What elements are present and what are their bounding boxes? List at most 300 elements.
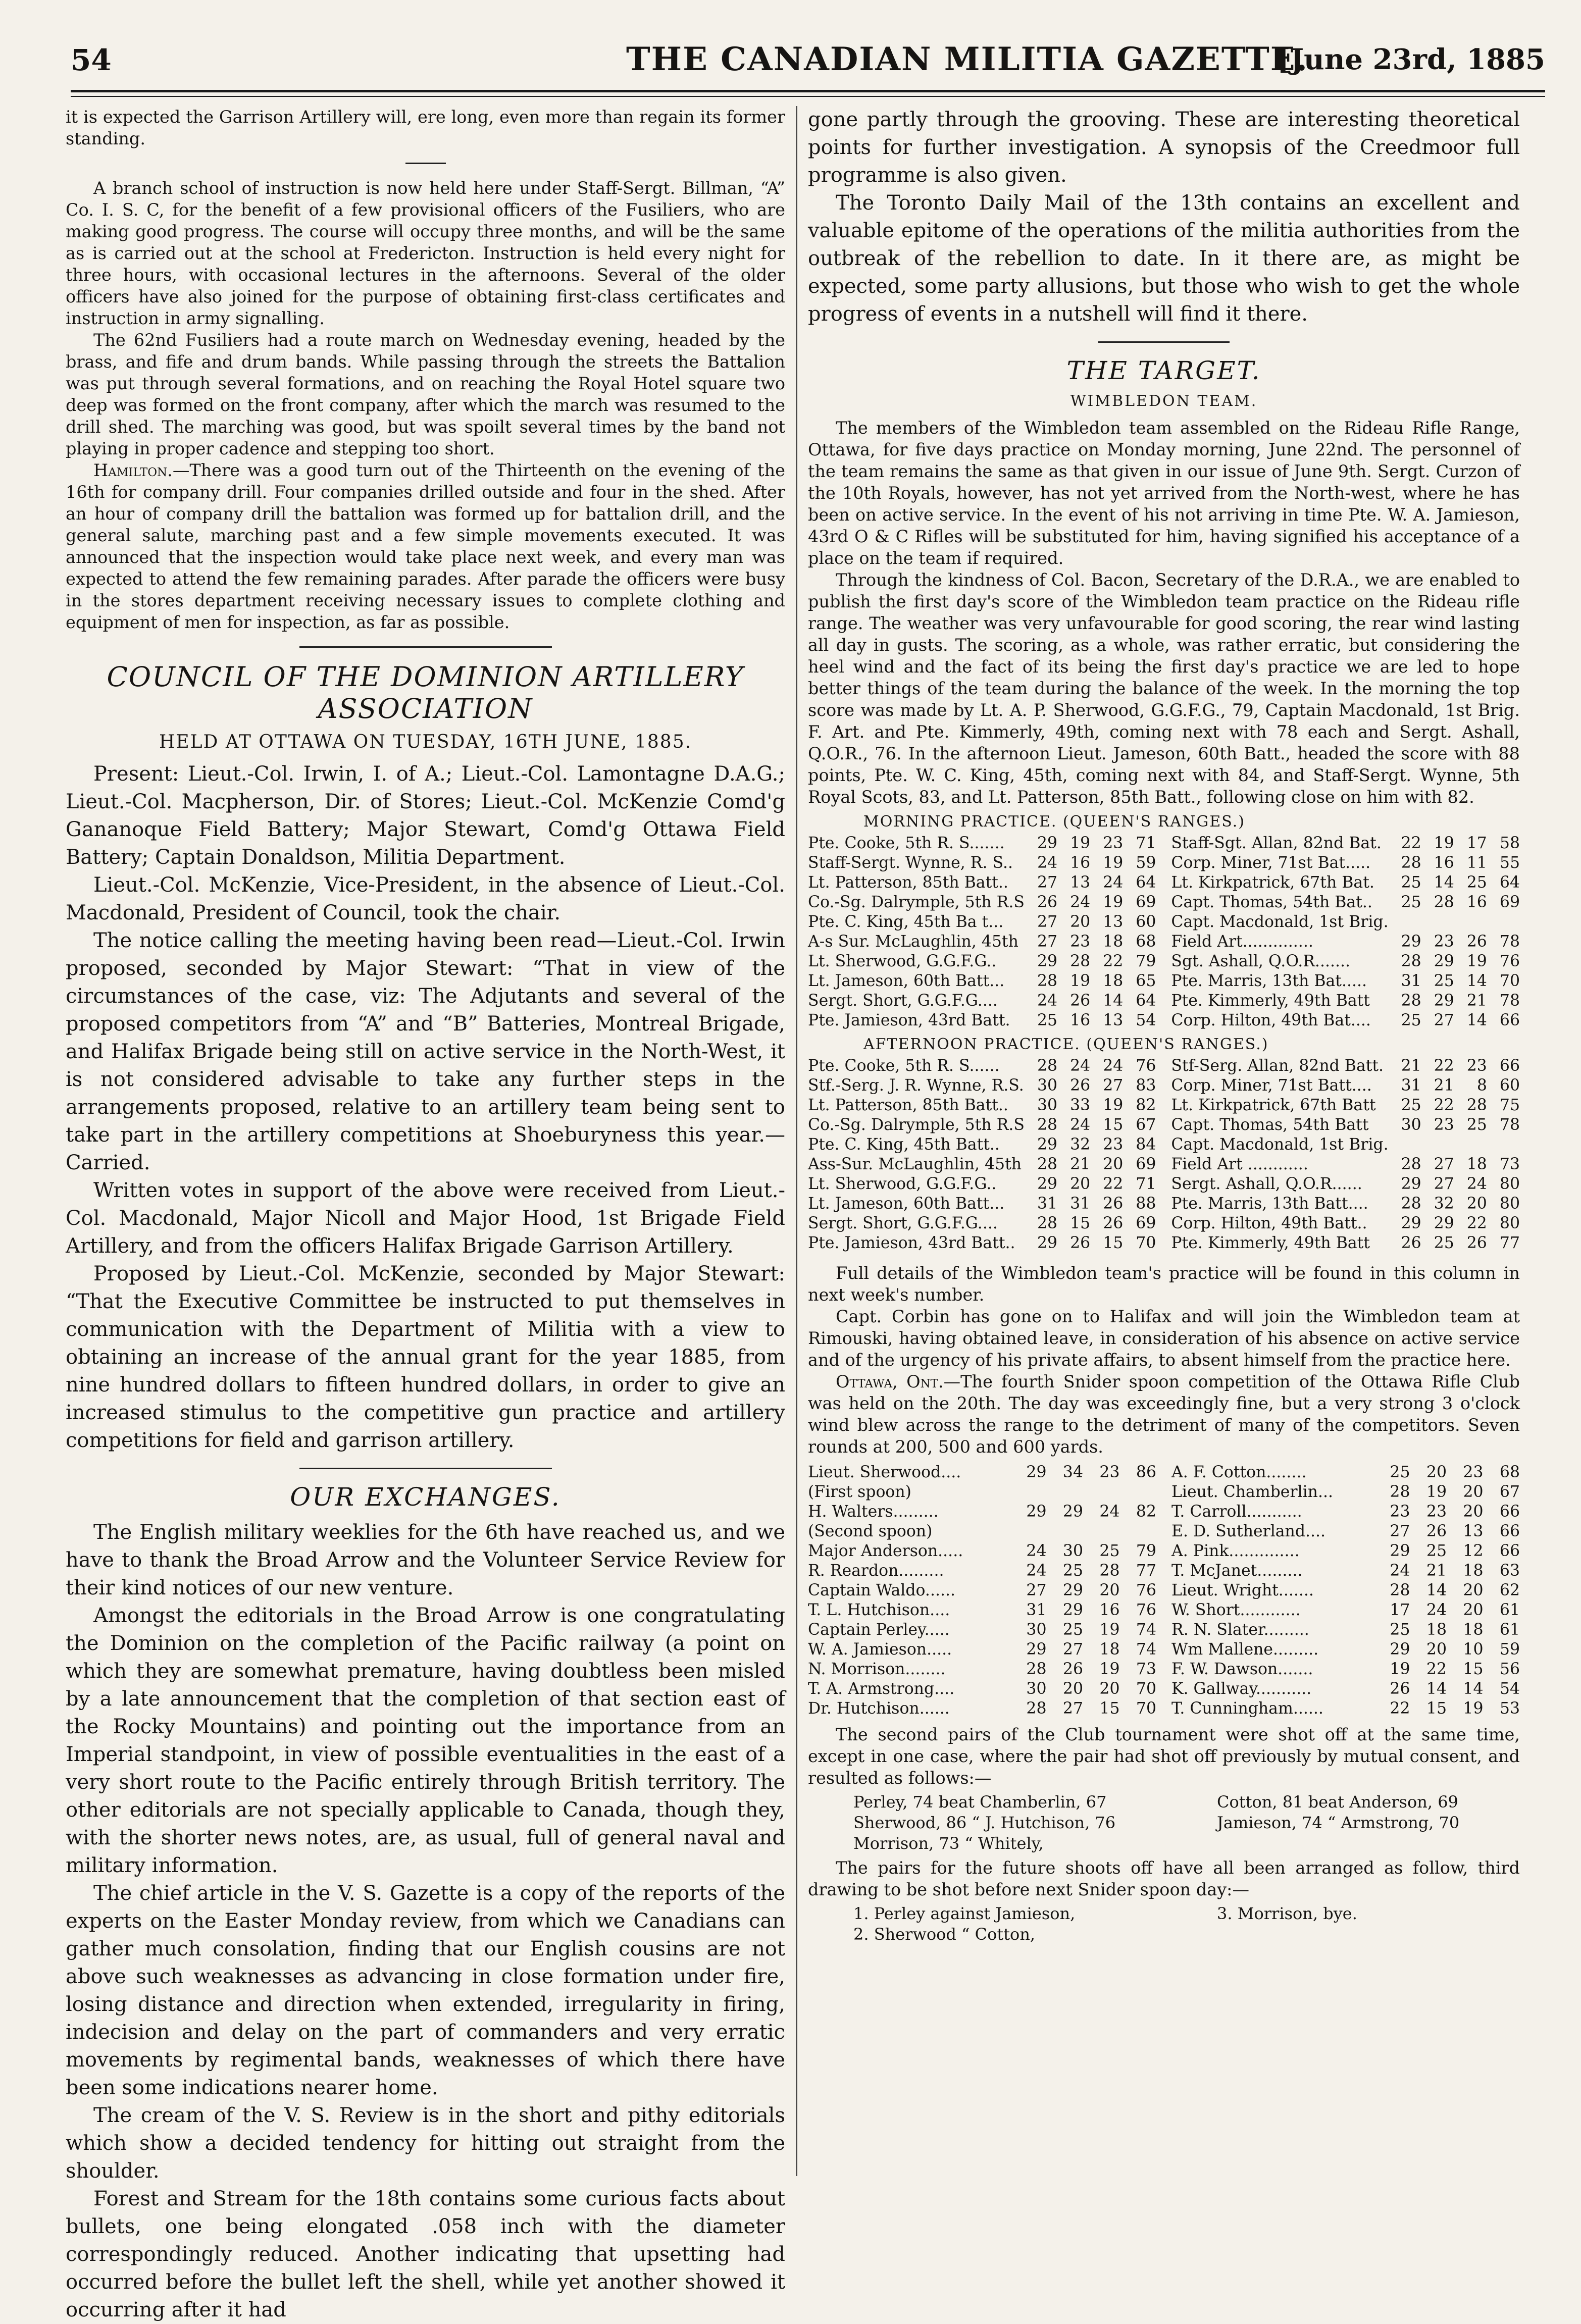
score-cell: 27	[1037, 873, 1058, 892]
score-row	[808, 1679, 1520, 1699]
hamilton-text: —There was a good turn out of the Thirteenth on the evening of the 16th for company drill. Four companies drilled outside and four in the shed. After an hour of company drill the battalion was formed up for battalion drill, and the general salute, marching past and a few simple movements executed. It was announced that the inspection would take place next week, and every man was expected to attend the few remaining parades. After parade the officers were busy in the stores department receiving necessary issues to complete clothing and equipment of men for inspection, as far as possible.	[66, 460, 785, 632]
score-cell: 25	[1466, 1116, 1487, 1134]
intro-paragraph: A branch school of instruction is now held here under Staff-Sergt. Billman, “A” Co. I. S. C, for the benefit of a few provisional officers of the Fusiliers, who are making good progress. The course will occupy three months, and will be the same as is carried out at the school at Fredericton. Instruction is held every night for three hours, with occasional lectures in the afternoons. Several of the older officers have also joined for the purpose of obtaining first-class certificates and instruction in army signalling.	[66, 178, 785, 328]
score-cell: 21	[1070, 1155, 1091, 1173]
score-row	[808, 1482, 1520, 1502]
score-cell: 22	[1434, 1057, 1454, 1075]
score-cell: 25	[1426, 1542, 1447, 1560]
score-cell: 29	[1026, 1503, 1047, 1521]
score-cell: 24	[1070, 1057, 1091, 1075]
hamilton-lead: Hamilton.	[93, 460, 173, 480]
exchanges-paragraph: The chief article in the V. S. Gazette is a copy of the reports of the experts on the Easter Monday review, from which we Canadians can gather much consolation, finding that our English cousins are not above such weaknesses as advancing in close formation under fire, losing distance and direction when extended, irregularity in firing, indecision and delay on the part of commanders and very erratic movements by regimental bands, weaknesses of which there have been some indications nearer home.	[66, 1882, 785, 2099]
score-cell: 20	[1426, 1463, 1447, 1481]
competitor-name: Lt. Kirkpatrick, 67th Batt	[1171, 1096, 1376, 1114]
score-cell: 73	[1136, 1660, 1156, 1678]
score-cell: 29	[1062, 1581, 1083, 1599]
ottawa-lead: Ottawa, Ont.	[836, 1372, 944, 1391]
score-row	[808, 991, 1520, 1011]
score-cell: 19	[1103, 1096, 1124, 1114]
score-cell: 75	[1499, 1096, 1520, 1114]
score-cell: 24	[1037, 992, 1058, 1010]
target-subtitle: WIMBLEDON TEAM.	[1070, 392, 1258, 410]
score-cell: 29	[1401, 1175, 1421, 1193]
tournament-result-text: Jamieson, 74 “ Armstrong, 70	[1217, 1813, 1460, 1832]
score-cell: 28	[1390, 1581, 1410, 1599]
score-cell: 20	[1466, 1195, 1487, 1213]
score-cell: 25	[1466, 873, 1487, 892]
score-cell: 27	[1062, 1699, 1083, 1718]
score-cell: 29	[1434, 992, 1454, 1010]
competitor-name: Corp. Hilton, 49th Bat....	[1171, 1011, 1371, 1029]
score-row	[808, 1463, 1520, 1482]
score-cell: 18	[1426, 1621, 1447, 1639]
competitor-name: Sgt. Ashall, Q.O.R.......	[1171, 952, 1351, 970]
future-intro: The pairs for the future shoots off have all been arranged as follow, third drawing to be shot before next Snider spoon day:—	[808, 1858, 1520, 1899]
competitor-name: T. L. Hutchison....	[808, 1601, 950, 1619]
score-row	[808, 1233, 1520, 1253]
score-cell: 29	[1037, 1135, 1058, 1154]
score-cell: 13	[1070, 873, 1091, 892]
score-cell: 24	[1103, 1057, 1124, 1075]
morning-table	[808, 834, 1520, 1030]
score-cell: 14	[1426, 1581, 1447, 1599]
score-cell: 70	[1136, 1699, 1156, 1718]
score-cell: 30	[1037, 1096, 1058, 1114]
score-row	[808, 1541, 1520, 1561]
competitor-name: T. A. Armstrong....	[808, 1680, 955, 1698]
score-cell: 74	[1136, 1640, 1156, 1659]
score-cell: 29	[1037, 1175, 1058, 1193]
hamilton-paragraph	[66, 459, 785, 633]
score-cell: 33	[1070, 1096, 1091, 1114]
score-cell: 26	[1070, 1234, 1091, 1252]
score-cell: 19	[1426, 1483, 1447, 1501]
score-row	[808, 1194, 1520, 1214]
score-cell	[1010, 1522, 1047, 1541]
competitor-name: Capt. Macdonald, 1st Brig.	[1171, 913, 1389, 931]
separator	[1098, 341, 1230, 343]
score-cell: 24	[1070, 893, 1091, 911]
ottawa-paragraph	[808, 1371, 1520, 1458]
score-cell: 20	[1463, 1581, 1484, 1599]
header-rule-thin	[71, 96, 1545, 97]
score-cell: 24	[1037, 854, 1058, 872]
score-cell: 60	[1136, 913, 1156, 931]
council-title: COUNCIL OF THE DOMINION ARTILLERY ASSOCIATION	[107, 661, 744, 725]
score-cell: 14	[1463, 1680, 1484, 1698]
score-cell: 80	[1499, 1195, 1520, 1213]
tournament-result-text: Morrison, 73 “ Whitely,	[853, 1834, 1044, 1853]
score-cell: 71	[1136, 834, 1156, 852]
competitor-name: Pte. Cooke, 5th R. S.......	[808, 834, 1005, 852]
score-cell: 78	[1499, 933, 1520, 951]
score-cell: 29	[1434, 1214, 1454, 1232]
score-cell: 15	[1099, 1699, 1120, 1718]
score-cell: 19	[1099, 1621, 1120, 1639]
score-row	[808, 1011, 1520, 1030]
score-cell: 29	[1401, 1214, 1421, 1232]
score-cell: 28	[1026, 1699, 1047, 1718]
target-note: Full details of the Wimbledon team's practice will be found in this column in next week's number.	[808, 1263, 1520, 1305]
score-cell: 83	[1136, 1076, 1156, 1095]
score-cell: 30	[1401, 1116, 1421, 1134]
score-row	[808, 853, 1520, 873]
competitor-name: Pte. C. King, 45th Ba t...	[808, 913, 1004, 931]
score-cell: 66	[1499, 1503, 1520, 1521]
score-row	[808, 873, 1520, 893]
competitor-name: Lt. Sherwood, G.G.F.G..	[808, 1175, 997, 1193]
score-cell	[1454, 912, 1487, 932]
score-cell: 24	[1070, 1116, 1091, 1134]
score-cell: 25	[1062, 1621, 1083, 1639]
intro-paragraph: it is expected the Garrison Artillery will, ere long, even more than regain its former standing.	[66, 107, 785, 148]
target-paragraph: Through the kindness of Col. Bacon, Secretary of the D.R.A., we are enabled to publish the first day's score of the Wimbledon team practice on the Rideau rifle range. The weather was very unfavourable for good scoring, the rear wind lasting all day in gusts. The scoring, as a whole, was rather erratic, but considering the heel wind and the fact of its being the first day's practice we are led to hope better things of the team during the balance of the week. In the morning the top score was made by Lt. A. P. Sherwood, G.G.F.G., 79, Captain Macdonald, 1st Brig. F. Art. and Pte. Kimmerly, 49th, coming next with 78 each and Sergt. Ashall, Q.O.R., 76. In the afternoon Lieut. Jameson, 60th Batt., headed the score with 88 points, Pte. W. C. King, 45th, coming next with 84, and Staff-Sergt. Wynne, 5th Royal Scots, 83, and Lt. Patterson, 85th Batt., following close on him with 82.	[808, 570, 1520, 807]
score-cell: 27	[1434, 1011, 1454, 1029]
score-cell	[1454, 1135, 1487, 1155]
score-cell: 18	[1466, 1155, 1487, 1173]
continuation-paragraph: gone partly through the grooving. These are interesting theoretical points for further investigation. A synopsis of the Creedmoor full programme is also given.	[808, 108, 1520, 187]
score-cell: 16	[1070, 1011, 1091, 1029]
score-cell: 30	[1062, 1542, 1083, 1560]
score-cell: 19	[1434, 834, 1454, 852]
score-cell: 18	[1103, 972, 1124, 990]
score-cell: 31	[1401, 1076, 1421, 1095]
score-cell	[1421, 1135, 1454, 1155]
future-pair	[853, 1924, 1520, 1945]
score-cell: 20	[1463, 1601, 1484, 1619]
score-cell: 23	[1426, 1503, 1447, 1521]
score-cell: 23	[1103, 1135, 1124, 1154]
score-cell: 27	[1434, 1175, 1454, 1193]
score-cell	[1083, 1522, 1120, 1541]
score-cell: 21	[1426, 1562, 1447, 1580]
score-cell: 28	[1401, 854, 1421, 872]
competitor-name: Captain Perley.....	[808, 1621, 950, 1639]
competitor-name: Pte. Jamieson, 43rd Batt..	[808, 1234, 1015, 1252]
score-cell: 22	[1466, 1214, 1487, 1232]
score-cell: 28	[1037, 1155, 1058, 1173]
score-cell: 22	[1103, 1175, 1124, 1193]
score-cell: 68	[1136, 933, 1156, 951]
score-row	[808, 834, 1520, 853]
competitor-name: Lieut. Wright.......	[1171, 1581, 1314, 1599]
competitor-name: Captain Waldo......	[808, 1581, 956, 1599]
score-cell: 24	[1026, 1562, 1047, 1580]
score-cell: 20	[1062, 1680, 1083, 1698]
score-cell: 13	[1103, 1011, 1124, 1029]
score-cell: 29	[1434, 952, 1454, 970]
score-cell: 88	[1136, 1195, 1156, 1213]
competitor-name: Lt. Patterson, 85th Batt..	[808, 1096, 1008, 1114]
future-pairs	[853, 1903, 1520, 1945]
score-cell: 67	[1499, 1483, 1520, 1501]
score-cell: 26	[1062, 1660, 1083, 1678]
competitor-name: Lt. Jameson, 60th Batt...	[808, 972, 1005, 990]
tournament-intro: The second pairs of the Club tournament were shot off at the same time, except in one case, where the pair had shot off previously by mutual consent, and resulted as follows:—	[808, 1725, 1520, 1788]
council-subtitle: HELD AT OTTAWA ON TUESDAY, 16TH JUNE, 1885.	[159, 732, 692, 752]
score-cell: 21	[1466, 992, 1487, 1010]
score-cell: 22	[1390, 1699, 1410, 1718]
score-cell: 25	[1390, 1463, 1410, 1481]
exchanges-paragraph: Forest and Stream for the 18th contains some curious facts about bullets, one being elongated .058 inch with the diameter correspondingly reduced. Another indicating that upsetting had occurred before the bullet left the shell, while yet another showed it occurring after it had	[66, 2187, 785, 2321]
score-cell: 54	[1136, 1011, 1156, 1029]
competitor-name: Sergt. Short, G.G.F.G....	[808, 992, 998, 1010]
intro-paragraph: The 62nd Fusiliers had a route march on Wednesday evening, headed by the brass, and fife and drum bands. While passing through the streets the Battalion was put through several formations, and on reaching the Royal Hotel square two deep was formed on the front company, after which the march was resumed to the drill shed. The marching was good, but was spoilt several times by the band not playing in proper cadence and stepping too short.	[66, 330, 785, 458]
competitor-name: Ass-Sur. McLaughlin, 45th	[808, 1155, 1022, 1173]
page-header	[71, 38, 1545, 86]
score-cell: 14	[1466, 972, 1487, 990]
competitor-name: A. Pink..............	[1171, 1542, 1300, 1560]
score-cell: 14	[1466, 1011, 1487, 1029]
competitor-name: Field Art ............	[1171, 1155, 1308, 1173]
score-cell: 16	[1099, 1601, 1120, 1619]
score-cell: 28	[1401, 1155, 1421, 1173]
competitor-name: A. F. Cotton........	[1171, 1463, 1307, 1481]
score-cell: 78	[1499, 1116, 1520, 1134]
score-row	[808, 1640, 1520, 1660]
competitor-name: T. Cunningham......	[1171, 1699, 1323, 1718]
competitor-name: T. Carroll...........	[1171, 1503, 1302, 1521]
score-row	[808, 952, 1520, 971]
score-row	[808, 912, 1520, 932]
score-cell: 69	[1499, 893, 1520, 911]
score-cell: 20	[1463, 1503, 1484, 1521]
score-cell: 25	[1434, 972, 1454, 990]
score-cell	[1010, 1482, 1047, 1502]
score-cell: 71	[1136, 1175, 1156, 1193]
score-cell: 21	[1401, 1057, 1421, 1075]
competitor-name: Major Anderson.....	[808, 1542, 963, 1560]
score-cell	[1083, 1482, 1120, 1502]
separator	[405, 163, 446, 164]
score-row	[808, 1056, 1520, 1076]
score-row	[808, 932, 1520, 952]
score-cell: 23	[1070, 933, 1091, 951]
score-cell: 18	[1099, 1640, 1120, 1659]
competitor-name: Sergt. Ashall, Q.O.R......	[1171, 1175, 1362, 1193]
page-number: 54	[71, 43, 112, 77]
score-cell: 18	[1463, 1621, 1484, 1639]
score-cell: 24	[1466, 1175, 1487, 1193]
score-cell: 23	[1434, 1116, 1454, 1134]
score-cell: 25	[1401, 1096, 1421, 1114]
competitor-name: Co.-Sg. Dalrymple, 5th R.S	[808, 893, 1025, 911]
future-pair-text: 2. Sherwood “ Cotton,	[853, 1925, 1036, 1944]
score-cell: 80	[1499, 1214, 1520, 1232]
score-cell: 19	[1103, 893, 1124, 911]
score-cell: 70	[1136, 1234, 1156, 1252]
score-cell: 15	[1070, 1214, 1091, 1232]
score-cell: 65	[1136, 972, 1156, 990]
score-cell: 28	[1401, 992, 1421, 1010]
score-cell: 32	[1070, 1135, 1091, 1154]
score-cell: 25	[1062, 1562, 1083, 1580]
competitor-name: W. A. Jamieson.....	[808, 1640, 952, 1659]
score-cell: 26	[1103, 1214, 1124, 1232]
score-cell: 63	[1499, 1562, 1520, 1580]
score-cell: 20	[1070, 913, 1091, 931]
exchanges-title: OUR EXCHANGES.	[290, 1482, 561, 1512]
score-cell: 14	[1434, 873, 1454, 892]
score-cell: 25	[1401, 1011, 1421, 1029]
score-cell: 18	[1463, 1562, 1484, 1580]
score-cell: 70	[1136, 1680, 1156, 1698]
score-cell: 82	[1136, 1503, 1156, 1521]
score-cell: 22	[1426, 1660, 1447, 1678]
score-cell: 26	[1103, 1195, 1124, 1213]
score-row	[808, 1561, 1520, 1581]
score-cell	[1120, 1482, 1157, 1502]
score-cell: 66	[1499, 1522, 1520, 1540]
competitor-name: R. N. Slater.........	[1171, 1621, 1309, 1639]
score-cell: 24	[1103, 873, 1124, 892]
column-divider	[796, 106, 797, 2176]
score-cell: 29	[1026, 1463, 1047, 1481]
score-cell: 15	[1103, 1116, 1124, 1134]
competitor-name: N. Morrison........	[808, 1660, 946, 1678]
score-cell: 29	[1390, 1640, 1410, 1659]
future-pair-text: 3. Morrison, bye.	[1217, 1904, 1357, 1923]
ottawa-text: —The fourth Snider spoon competition of the Ottawa Rifle Club was held on the 20th. The day was exceedingly fine, but a very strong 3 o'clock wind blew across the range to the detriment of many of the competitors. Seven rounds at 200, 500 and 600 yards.	[808, 1372, 1520, 1457]
score-cell: 25	[1037, 1011, 1058, 1029]
competitor-name: Corp. Hilton, 49th Batt..	[1171, 1214, 1367, 1232]
header-rule	[71, 90, 1545, 92]
issue-date: [June 23rd, 1885	[1277, 43, 1545, 76]
afternoon-table	[808, 1056, 1520, 1253]
score-cell: 28	[1466, 1096, 1487, 1114]
score-row	[808, 1620, 1520, 1640]
score-cell: 70	[1499, 972, 1520, 990]
score-cell: 28	[1070, 952, 1091, 970]
score-cell: 29	[1037, 952, 1058, 970]
score-cell: 14	[1426, 1680, 1447, 1698]
score-cell: 14	[1103, 992, 1124, 1010]
council-paragraph: Written votes in support of the above were received from Lieut.-Col. Macdonald, Major Nicoll and Major Hood, 1st Brigade Field Artillery, and from the officers Halifax Brigade Garrison Artillery.	[66, 1179, 785, 1258]
competitor-name: Lieut. Sherwood....	[808, 1463, 961, 1481]
score-cell: 80	[1499, 1175, 1520, 1193]
score-cell: 54	[1499, 1680, 1520, 1698]
separator	[299, 646, 552, 648]
score-cell: 29	[1401, 933, 1421, 951]
future-pair	[853, 1903, 1520, 1924]
score-cell: 25	[1390, 1621, 1410, 1639]
score-cell: 17	[1390, 1601, 1410, 1619]
score-cell: 23	[1099, 1463, 1120, 1481]
score-row	[808, 1600, 1520, 1620]
exchanges-paragraph: The cream of the V. S. Review is in the short and pithy editorials which show a decided tendency for hitting out straight from the shoulder.	[66, 2104, 785, 2183]
score-cell: 22	[1401, 834, 1421, 852]
score-row	[808, 1155, 1520, 1174]
competitor-name: Lt. Patterson, 85th Batt..	[808, 873, 1008, 892]
score-cell: 27	[1026, 1581, 1047, 1599]
score-cell: 79	[1136, 1542, 1156, 1560]
score-cell: 27	[1037, 913, 1058, 931]
score-cell: 76	[1136, 1581, 1156, 1599]
competitor-name: Staff-Sergt. Wynne, R. S..	[808, 854, 1013, 872]
score-cell: 59	[1499, 1640, 1520, 1659]
score-cell: 20	[1099, 1680, 1120, 1698]
score-cell: 28	[1037, 1116, 1058, 1134]
competitor-name: Pte. Jamieson, 43rd Batt.	[808, 1011, 1010, 1029]
score-cell: 29	[1037, 1234, 1058, 1252]
score-row	[808, 1522, 1520, 1541]
tournament-result-text: Sherwood, 86 “ J. Hutchison, 76	[853, 1813, 1116, 1832]
target-note: Capt. Corbin has gone on to Halifax and will join the Wimbledon team at Rimouski, having obtained leave, in consideration of his absence on active service and of the urgency of his private affairs, to absent himself from the practice here.	[808, 1307, 1520, 1370]
competitor-name: Wm Mallene.........	[1171, 1640, 1319, 1659]
score-cell: 77	[1136, 1562, 1156, 1580]
score-cell: 31	[1026, 1601, 1047, 1619]
score-cell: 30	[1026, 1621, 1047, 1639]
score-cell: 26	[1070, 1076, 1091, 1095]
score-cell: 26	[1426, 1522, 1447, 1540]
competitor-name: Stf-Serg. Allan, 82nd Batt.	[1171, 1057, 1384, 1075]
score-cell	[1487, 1135, 1520, 1155]
competitor-name: Lt. Sherwood, G.G.F.G..	[808, 952, 997, 970]
score-cell: 22	[1434, 1096, 1454, 1114]
score-cell: 61	[1499, 1621, 1520, 1639]
continuation-paragraph: The Toronto Daily Mail of the 13th contains an excellent and valuable epitome of the operations of the militia authorities from the outbreak of the rebellion to date. In it there are, as might be expected, some party allusions, but those who wish to get the whole progress of events in a nutshell will find it there.	[808, 191, 1520, 326]
competitor-name: Dr. Hutchison......	[808, 1699, 950, 1718]
score-cell: 19	[1099, 1660, 1120, 1678]
score-cell: 20	[1070, 1175, 1091, 1193]
score-row	[808, 1076, 1520, 1096]
score-cell: 29	[1390, 1542, 1410, 1560]
score-cell: 78	[1499, 992, 1520, 1010]
score-cell: 10	[1463, 1640, 1484, 1659]
score-cell: 59	[1136, 854, 1156, 872]
separator	[299, 1468, 552, 1469]
competitor-name: Co.-Sg. Dalrymple, 5th R.S	[808, 1116, 1025, 1134]
score-cell: 20	[1103, 1155, 1124, 1173]
score-cell: 55	[1499, 854, 1520, 872]
score-cell: 32	[1434, 1195, 1454, 1213]
score-cell: 20	[1463, 1483, 1484, 1501]
competitor-name: H. Walters.........	[808, 1503, 939, 1521]
score-row	[808, 1581, 1520, 1600]
score-cell: 24	[1390, 1562, 1410, 1580]
score-cell: 67	[1136, 1116, 1156, 1134]
score-cell: 15	[1463, 1660, 1484, 1678]
score-cell: 66	[1499, 1057, 1520, 1075]
score-cell: 26	[1070, 992, 1091, 1010]
score-cell: 56	[1499, 1660, 1520, 1678]
competitor-name: T. McJanet.........	[1171, 1562, 1303, 1580]
tournament-result	[853, 1792, 1520, 1813]
score-row	[808, 1214, 1520, 1233]
score-cell: 29	[1062, 1503, 1083, 1521]
score-cell: 28	[1037, 1057, 1058, 1075]
score-cell	[1047, 1522, 1084, 1541]
score-cell: 24	[1026, 1542, 1047, 1560]
score-cell: 30	[1026, 1680, 1047, 1698]
score-cell: 21	[1434, 1076, 1454, 1095]
score-row	[808, 1096, 1520, 1115]
competitor-name: Staff-Sgt. Allan, 82nd Bat.	[1171, 834, 1382, 852]
score-cell: 74	[1136, 1621, 1156, 1639]
morning-heading: MORNING PRACTICE. (QUEEN'S RANGES.)	[863, 813, 1245, 831]
score-cell	[1421, 912, 1454, 932]
score-cell: 30	[1037, 1076, 1058, 1095]
score-cell: 26	[1037, 893, 1058, 911]
exchanges-paragraph: Amongst the editorials in the Broad Arrow is one congratulating the Dominion on the completion of the Pacific railway (a point on which they are somewhat premature, having doubtless been misled by a late announcement that the completion of that section east of the Rocky Mountains) and pointing out the importance from an Imperial standpoint, in view of possible eventualities in the east of a very short route to the Pacific entirely through British territory. The other editorials are not specially applicable to Canada, though they, with the shorter news notes, are, as usual, full of general naval and military information.	[66, 1604, 785, 1877]
score-cell: 23	[1434, 933, 1454, 951]
score-cell: 84	[1136, 1135, 1156, 1154]
score-cell: 16	[1070, 854, 1091, 872]
score-cell: 76	[1499, 952, 1520, 970]
competitor-name: Pte. Marris, 13th Bat.....	[1171, 972, 1367, 990]
score-cell: 19	[1103, 854, 1124, 872]
score-cell: 69	[1136, 893, 1156, 911]
